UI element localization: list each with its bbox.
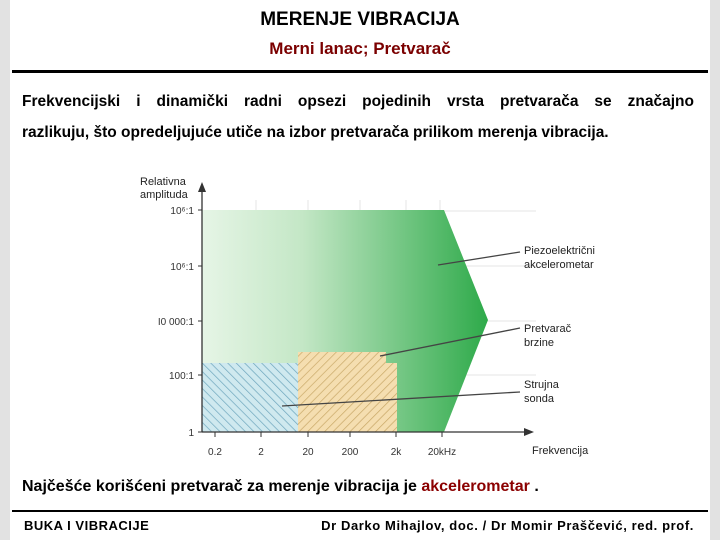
x-axis-title: Frekvencija bbox=[532, 445, 589, 457]
slide-subtitle: Merni lanac; Pretvarač bbox=[269, 39, 451, 58]
transducer-range-diagram bbox=[136, 170, 640, 462]
intro-line-2: razlikuju, što opredeljujuće utiče na izbor pretvarača prilikom merenja vibracija. bbox=[22, 124, 609, 141]
y-tick-label: 10⁶:1 bbox=[170, 206, 194, 217]
y-tick-label: I0 000:1 bbox=[157, 317, 194, 328]
header-divider bbox=[12, 70, 708, 73]
x-tick-label: 0.2 bbox=[208, 447, 222, 458]
x-tick-label: 2k bbox=[390, 447, 402, 458]
x-axis-tick-marks bbox=[215, 432, 442, 437]
velocity-label-line-1: Pretvarač bbox=[524, 323, 572, 335]
footer-course: BUKA I VIBRACIJE bbox=[24, 518, 150, 533]
velocity-transducer-region bbox=[298, 352, 397, 432]
piezo-label-line-1: Piezoelektrični bbox=[524, 245, 595, 257]
slide-title: MERENJE VIBRACIJA bbox=[260, 9, 460, 30]
x-tick-label: 20 bbox=[302, 447, 314, 458]
y-tick-label: 100:1 bbox=[168, 371, 194, 382]
conclusion-text bbox=[22, 478, 539, 496]
intro-paragraph bbox=[22, 86, 694, 148]
diagram-svg bbox=[136, 170, 640, 462]
y-axis-title-line-2: amplituda bbox=[140, 189, 188, 201]
current-label-line-2: sonda bbox=[524, 393, 554, 405]
y-axis-title-line-1: Relativna bbox=[140, 176, 186, 188]
velocity-label-line-2: brzine bbox=[524, 337, 554, 349]
footer-divider bbox=[12, 510, 708, 512]
x-tick-label: 2 bbox=[258, 447, 264, 458]
y-tick-label: 10⁶:1 bbox=[170, 262, 194, 273]
current-label-line-1: Strujna bbox=[524, 379, 559, 391]
conclusion-highlight: akcelerometar bbox=[421, 478, 530, 495]
intro-line-1: Frekvencijski i dinamički radni opsezi pojedinih vrsta pretvarača se značajno bbox=[22, 93, 694, 110]
x-tick-label: 20kHz bbox=[427, 447, 457, 458]
y-tick-label: 1 bbox=[188, 428, 194, 439]
footer-authors: Dr Darko Mihajlov, doc. / Dr Momir Praščević, red. prof. bbox=[321, 518, 694, 533]
piezo-label-line-2: akcelerometar bbox=[524, 259, 594, 271]
x-tick-label: 200 bbox=[341, 447, 359, 458]
conclusion-tail: . bbox=[529, 478, 539, 495]
conclusion-lead: Najčešće korišćeni pretvarač za merenje vibracija je bbox=[22, 478, 422, 495]
